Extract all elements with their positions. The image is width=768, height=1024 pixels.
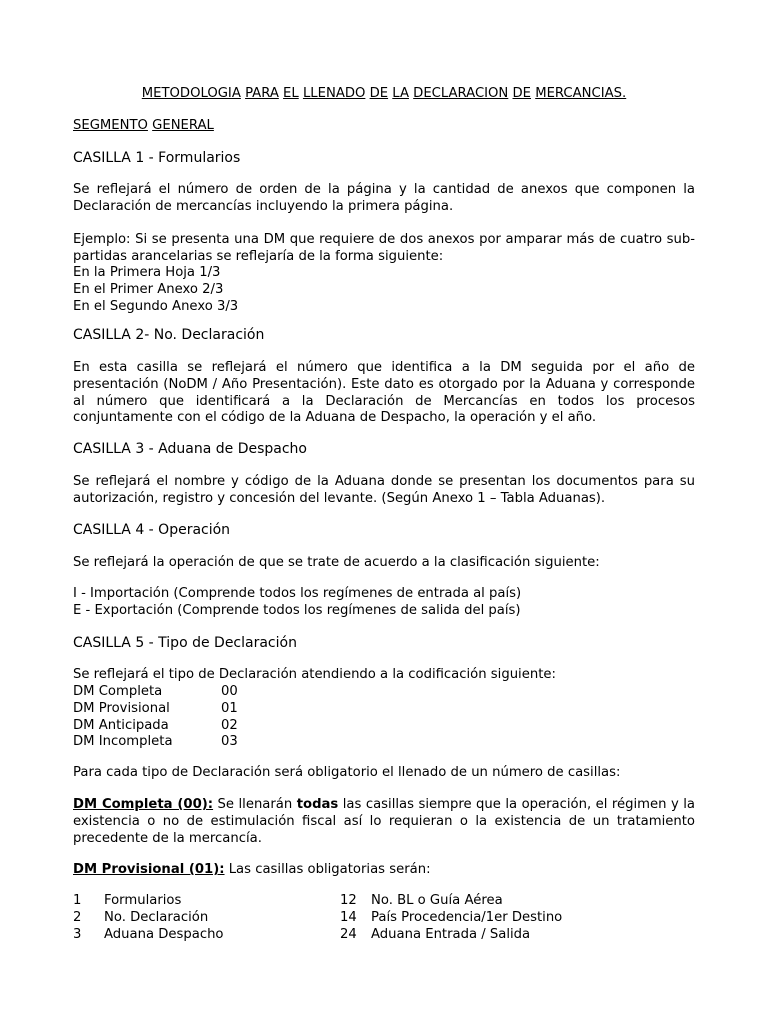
list-item: 3 Aduana Despacho [73,926,224,942]
casilla-1-paragraph: Se reflejará el número de orden de la página y la cantidad de anexos que componen la Declaración de mercancías incluyendo la primera página. [73,182,695,214]
list-item: 1 Formularios [73,893,182,908]
obligatory-fields-list [73,893,695,943]
code-row: DM Incompleta 03 [73,734,238,750]
dm-completa-paragraph: DM Completa (00): Se llenarán todas las casillas siempre que la operación, el régimen y la existencia o no de estimulación fiscal así lo requieran o la existencia de un tratamiento precedente de la mercancía. [73,797,695,846]
list-item: 14 País Procedencia/1er Destino [340,909,563,925]
code-row: DM Anticipada 02 [73,717,238,733]
dm-provisional-label: DM Provisional (01): [73,862,225,877]
casilla-1-example-list [73,265,695,315]
code-row: DM Provisional 01 [73,700,238,716]
example-line: En la Primera Hoja 1/3 [73,265,221,280]
casilla-4-list [73,586,695,620]
document-title: METODOLOGIA PARA EL LLENADO DE LA DECLARACION DE MERCANCIAS. [141,86,627,101]
dm-completa-label: DM Completa (00): [73,797,214,812]
casilla-1-example: Ejemplo: Si se presenta una DM que requiere de dos anexos por amparar más de cuatro sub-partidas arancelarias se reflejaría de la forma siguiente: [73,232,695,264]
dm-provisional-paragraph: DM Provisional (01): Las casillas obligatorias serán: [73,862,431,877]
casilla-2-paragraph: En esta casilla se reflejará el número que identifica a la DM seguida por el año de presentación (NoDM / Año Presentación). Este dato es otorgado por la Aduana y corresponde al número que identificará a la Declaración de Mercancías en todos los procesos conjuntamente con el código de la Aduana de Despacho, la operación y el año. [73,360,695,426]
casilla-5-paragraph: Se reflejará el tipo de Declaración atendiendo a la codificación siguiente: [73,667,556,682]
operation-line: E - Exportación (Comprende todos los regímenes de salida del país) [73,602,521,618]
operation-line: I - Importación (Comprende todos los regímenes de entrada al país) [73,586,522,601]
fields-column-right [340,893,695,943]
casilla-3-heading: CASILLA 3 - Aduana de Despacho [73,441,307,457]
casilla-5-obligatory-note: Para cada tipo de Declaración será obligatorio el llenado de un número de casillas: [73,765,621,780]
example-line: En el Primer Anexo 2/3 [73,281,224,297]
list-item: 12 No. BL o Guía Aérea [340,893,503,908]
fields-column-left [73,893,340,943]
casilla-5-heading: CASILLA 5 - Tipo de Declaración [73,635,297,651]
list-item: 24 Aduana Entrada / Salida [340,926,531,942]
segment-heading: SEGMENTO GENERAL [73,118,214,133]
casilla-3-paragraph: Se reflejará el nombre y código de la Aduana donde se presentan los documentos para su autorización, registro y concesión del levante. (Según Anexo 1 – Tabla Aduanas). [73,474,695,506]
declaration-code-table [73,684,695,751]
list-item: 2 No. Declaración [73,909,209,925]
casilla-1-heading: CASILLA 1 - Formularios [73,150,241,166]
code-row: DM Completa 00 [73,684,238,699]
example-line: En el Segundo Anexo 3/3 [73,298,239,314]
casilla-2-heading: CASILLA 2- No. Declaración [73,327,265,343]
casilla-4-heading: CASILLA 4 - Operación [73,522,231,538]
casilla-4-paragraph: Se reflejará la operación de que se trate de acuerdo a la clasificación siguiente: [73,555,600,570]
